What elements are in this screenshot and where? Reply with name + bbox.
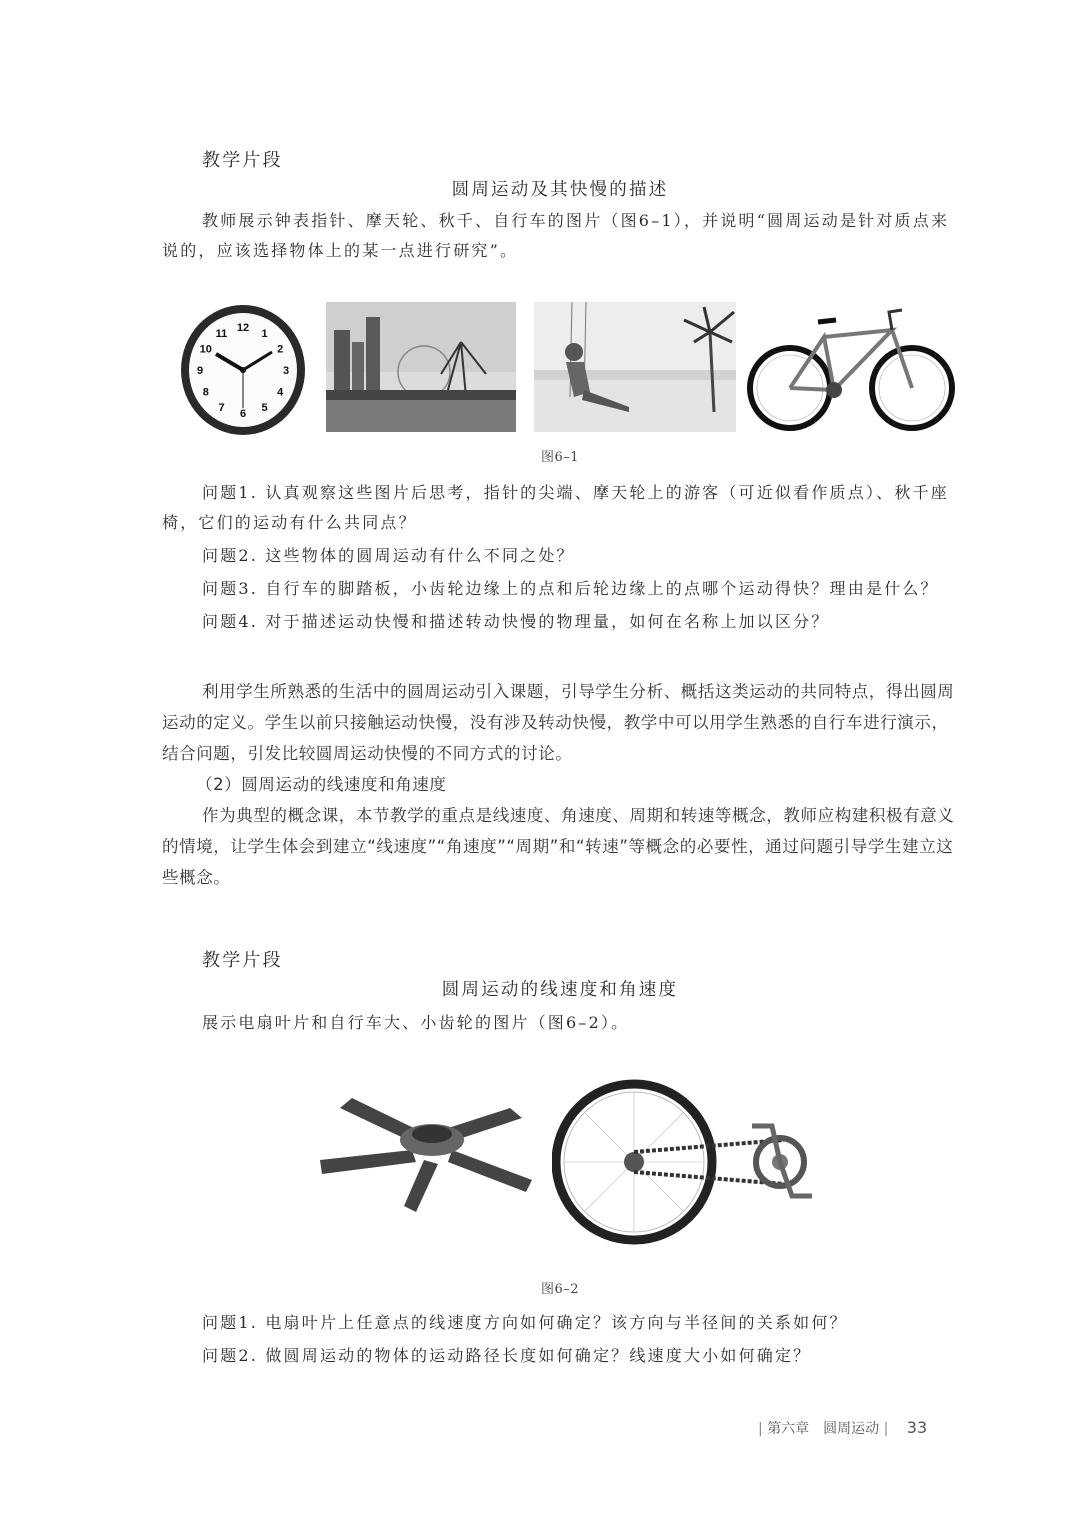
clock-numeral: 8 [202,386,209,399]
section1-questions [162,478,962,637]
section-label-1: 教学片段 [202,150,283,171]
clock-numeral: 9 [196,365,204,377]
clock-numeral: 1 [261,327,268,340]
figure-caption-6-2: 图6–2 [540,1282,580,1297]
clock-image [178,298,308,438]
clock-numeral: 12 [236,322,250,334]
section-intro-2: 展示电扇叶片和自行车大、小齿轮的图片（图6–2）。 [202,1013,630,1032]
page-footer: | 第六章 圆周运动 | 33 [758,1418,928,1437]
clock-numeral: 6 [239,408,247,420]
fan-image [312,1084,552,1214]
question-4: 问题4. 对于描述运动快慢和描述转动快慢的物理量，如何在名称上加以区分？ [202,612,830,631]
section2-questions [162,1308,962,1371]
clock-numeral: 7 [218,402,225,415]
section-title-1: 圆周运动及其快慢的描述 [451,180,669,200]
footer-chapter: 第六章 圆周运动 [767,1421,880,1437]
question-2-1: 问题1. 电扇叶片上任意点的线速度方向如何确定？该方向与半径间的关系如何？ [202,1313,848,1332]
section-label-2: 教学片段 [202,950,283,971]
bicycle-image [744,302,958,434]
ferris-wheel-image [326,302,516,432]
question-3: 问题3. 自行车的脚踏板，小齿轮边缘上的点和后轮边缘上的点哪个运动得快？理由是什么？ [202,579,939,598]
clock-numeral: 4 [277,386,284,399]
body-paragraph-1: 利用学生所熟悉的生活中的圆周运动引入课题，引导学生分析、概括这类运动的共同特点，得出圆周运动的定义。学生以前只接触运动快慢，没有涉及转动快慢，教学中可以用学生熟悉的自行车进行演示，结合问题，引发比较圆周运动快慢的不同方式的讨论。 [162,682,955,763]
bicycle-gears-image [552,1078,822,1248]
clock-numeral: 10 [199,343,212,356]
section-title-2: 圆周运动的线速度和角速度 [441,980,679,1000]
body-text [162,676,962,893]
page-number: 33 [906,1418,928,1437]
section-intro-1: 教师展示钟表指针、摩天轮、秋千、自行车的图片（图6–1），并说明“圆周运动是针对质点来说的，应该选择物体上的某一点进行研究”。 [162,211,950,260]
question-2: 问题2. 这些物体的圆周运动有什么不同之处？ [202,546,575,565]
figure-caption-6-1: 图6–1 [540,450,580,465]
body-paragraph-2: 作为典型的概念课，本节教学的重点是线速度、角速度、周期和转速等概念，教师应构建积极有意义的情境，让学生体会到建立“线速度”“角速度”“周期”和“转速”等概念的必要性，通过问题引导学生建立这些概念。 [162,806,955,887]
subsection-heading: （2）圆周运动的线速度和角速度 [196,775,447,794]
clock-numeral: 2 [277,343,284,356]
clock-numeral: 3 [282,365,290,377]
question-2-2: 问题2. 做圆周运动的物体的运动路径长度如何确定？线速度大小如何确定？ [202,1346,812,1365]
question-1: 问题1. 认真观察这些图片后思考，指针的尖端、摩天轮上的游客（可近似看作质点）、秋千座椅，它们的运动有什么共同点？ [162,483,949,532]
clock-numeral: 11 [215,327,228,340]
clock-numeral: 5 [261,402,268,415]
swing-image [534,302,736,432]
